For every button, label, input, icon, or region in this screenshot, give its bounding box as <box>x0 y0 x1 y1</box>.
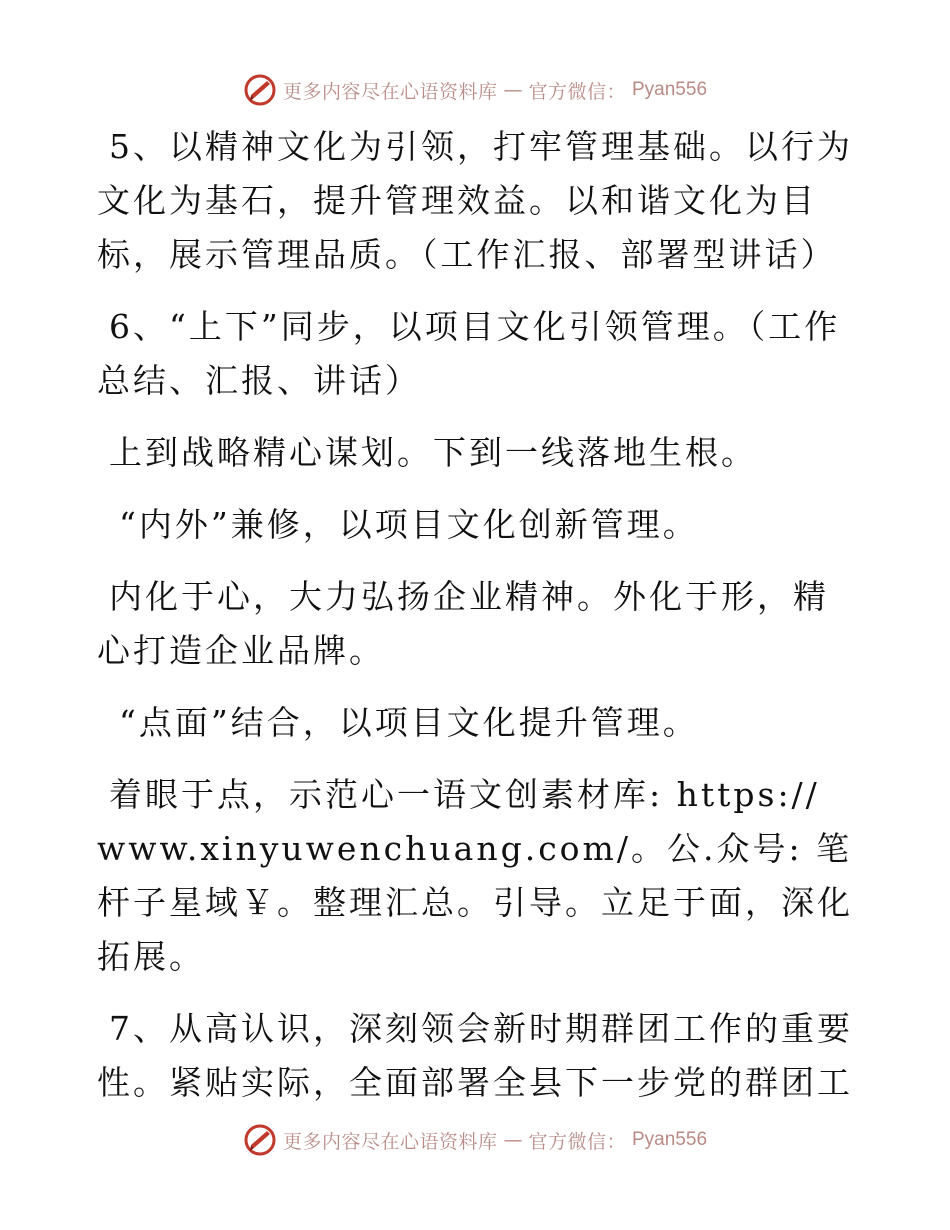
paragraph-internalize: 内化于心，大力弘扬企业精神。外化于形，精心打造企业品牌。 <box>97 577 829 670</box>
header-watermark <box>0 70 950 110</box>
paragraph-focus-point: 着眼于点，示范心一语文创素材库: https:// www.xinyuwenchuang.com/。公.众号: 笔杆子星域￥。整理汇总。引导。立足于面，深化拓展。 <box>97 775 853 976</box>
paragraph-inner-outer: “内外”兼修，以项目文化创新管理。 <box>119 505 699 544</box>
paragraph-up-down: 上到战略精心谋划。下到一线落地生根。 <box>109 433 757 472</box>
document-body <box>97 120 857 1128</box>
watermark-site-text: 更多内容尽在心语资料库 <box>282 80 498 103</box>
watermark-official-label: 官方微信： <box>528 80 626 103</box>
watermark-inner <box>243 1123 707 1157</box>
watermark-wechat-id: Pyan556 <box>632 79 708 100</box>
footer-watermark <box>0 1120 950 1160</box>
watermark-official-label: 官方微信： <box>528 1130 626 1153</box>
brand-logo-icon <box>243 73 277 107</box>
watermark-inner <box>243 73 707 107</box>
watermark-separator: — <box>503 79 523 101</box>
watermark-wechat-id: Pyan556 <box>632 1129 708 1150</box>
watermark-site-text: 更多内容尽在心语资料库 <box>282 1130 498 1153</box>
paragraph-item-6: 6、“上下”同步，以项目文化引领管理。（工作总结、汇报、讲话） <box>97 307 841 400</box>
paragraph-item-7: 7、从高认识，深刻领会新时期群团工作的重要性。紧贴实际，全面部署全县下一步党的群团工 <box>97 1009 853 1102</box>
paragraph-point-surface: “点面”结合，以项目文化提升管理。 <box>119 703 699 742</box>
paragraph-item-5: 5、以精神文化为引领，打牢管理基础。以行为文化为基石，提升管理效益。以和谐文化为目标，展示管理品质。（工作汇报、部署型讲话） <box>97 127 853 274</box>
watermark-separator: — <box>503 1129 523 1151</box>
brand-logo-icon <box>243 1123 277 1157</box>
